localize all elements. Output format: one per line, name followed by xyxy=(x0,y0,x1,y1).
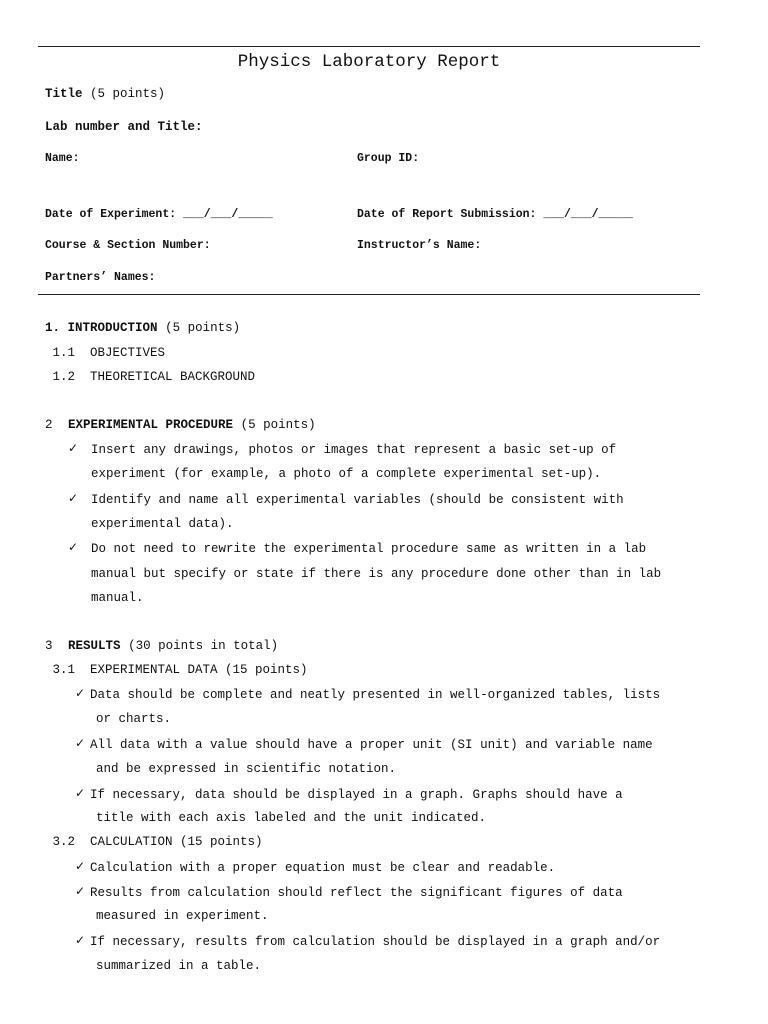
section-number: 2 xyxy=(45,418,53,432)
page-title: Physics Laboratory Report xyxy=(237,52,501,72)
procedure-bullet-1-line-2: experiment (for example, a photo of a complete experimental set-up). xyxy=(91,467,602,481)
partners-field: Partners’ Names: xyxy=(45,271,156,284)
check-icon: ✓ xyxy=(75,736,86,750)
section-procedure-heading xyxy=(45,418,316,432)
data-bullet-1-line-1: Data should be complete and neatly presented in well-organized tables, lists xyxy=(90,688,661,702)
calc-bullet-2-line-2: measured in experiment. xyxy=(96,909,269,923)
check-icon: ✓ xyxy=(75,933,86,947)
top-rule xyxy=(38,46,700,47)
subsection-objectives: 1.1 OBJECTIVES xyxy=(45,346,166,360)
section-number: 3 xyxy=(45,639,53,653)
check-icon: ✓ xyxy=(75,859,86,873)
group-id-field: Group ID: xyxy=(357,152,420,165)
name-field: Name: xyxy=(45,152,80,165)
instructor-field: Instructor’s Name: xyxy=(357,239,482,252)
lab-number-field: Lab number and Title: xyxy=(45,120,203,134)
data-bullet-2-line-2: and be expressed in scientific notation. xyxy=(96,762,397,776)
data-bullet-2-line-1: All data with a value should have a proper unit (SI unit) and variable name xyxy=(90,738,653,752)
data-bullet-1-line-2: or charts. xyxy=(96,712,172,726)
section-title: RESULTS xyxy=(68,639,121,653)
section-points: (5 points) xyxy=(240,418,316,432)
check-icon: ✓ xyxy=(68,491,79,505)
check-icon: ✓ xyxy=(68,540,79,554)
header-bottom-rule xyxy=(38,294,700,295)
procedure-bullet-2-line-2: experimental data). xyxy=(91,517,234,531)
check-icon: ✓ xyxy=(75,786,86,800)
section-title: EXPERIMENTAL PROCEDURE xyxy=(68,418,234,432)
procedure-bullet-1-line-1: Insert any drawings, photos or images that represent a basic set-up of xyxy=(91,443,617,457)
calc-bullet-1-line-1: Calculation with a proper equation must be clear and readable. xyxy=(90,861,556,875)
procedure-bullet-3-line-3: manual. xyxy=(91,591,144,605)
section-results-heading xyxy=(45,639,278,653)
section-points: (5 points) xyxy=(165,321,241,335)
procedure-bullet-2-line-1: Identify and name all experimental variables (should be consistent with xyxy=(91,493,624,507)
section-number: 1. xyxy=(45,321,61,335)
course-section-field: Course & Section Number: xyxy=(45,239,211,252)
check-icon: ✓ xyxy=(75,686,86,700)
date-of-experiment-field: Date of Experiment: ___/___/_____ xyxy=(45,208,273,221)
section-points: (30 points in total) xyxy=(128,639,279,653)
section-introduction-heading xyxy=(45,321,240,335)
check-icon: ✓ xyxy=(75,884,86,898)
check-icon: ✓ xyxy=(68,441,79,455)
date-of-submission-field: Date of Report Submission: ___/___/_____ xyxy=(357,208,634,221)
calc-bullet-3-line-1: If necessary, results from calculation should be displayed in a graph and/or xyxy=(90,935,661,949)
title-field xyxy=(45,87,165,101)
subsection-calculation: 3.2 CALCULATION (15 points) xyxy=(45,835,263,849)
subsection-experimental-data: 3.1 EXPERIMENTAL DATA (15 points) xyxy=(45,663,308,677)
title-field-label: Title xyxy=(45,87,83,101)
data-bullet-3-line-1: If necessary, data should be displayed in a graph. Graphs should have a xyxy=(90,788,623,802)
procedure-bullet-3-line-2: manual but specify or state if there is any procedure done other than in lab xyxy=(91,567,662,581)
calc-bullet-2-line-1: Results from calculation should reflect the significant figures of data xyxy=(90,886,623,900)
data-bullet-3-line-2: title with each axis labeled and the unit indicated. xyxy=(96,811,487,825)
section-title: INTRODUCTION xyxy=(67,321,158,335)
title-field-points: (5 points) xyxy=(90,87,166,101)
procedure-bullet-3-line-1: Do not need to rewrite the experimental procedure same as written in a lab xyxy=(91,542,647,556)
subsection-theoretical-background: 1.2 THEORETICAL BACKGROUND xyxy=(45,370,256,384)
calc-bullet-3-line-2: summarized in a table. xyxy=(96,959,262,973)
